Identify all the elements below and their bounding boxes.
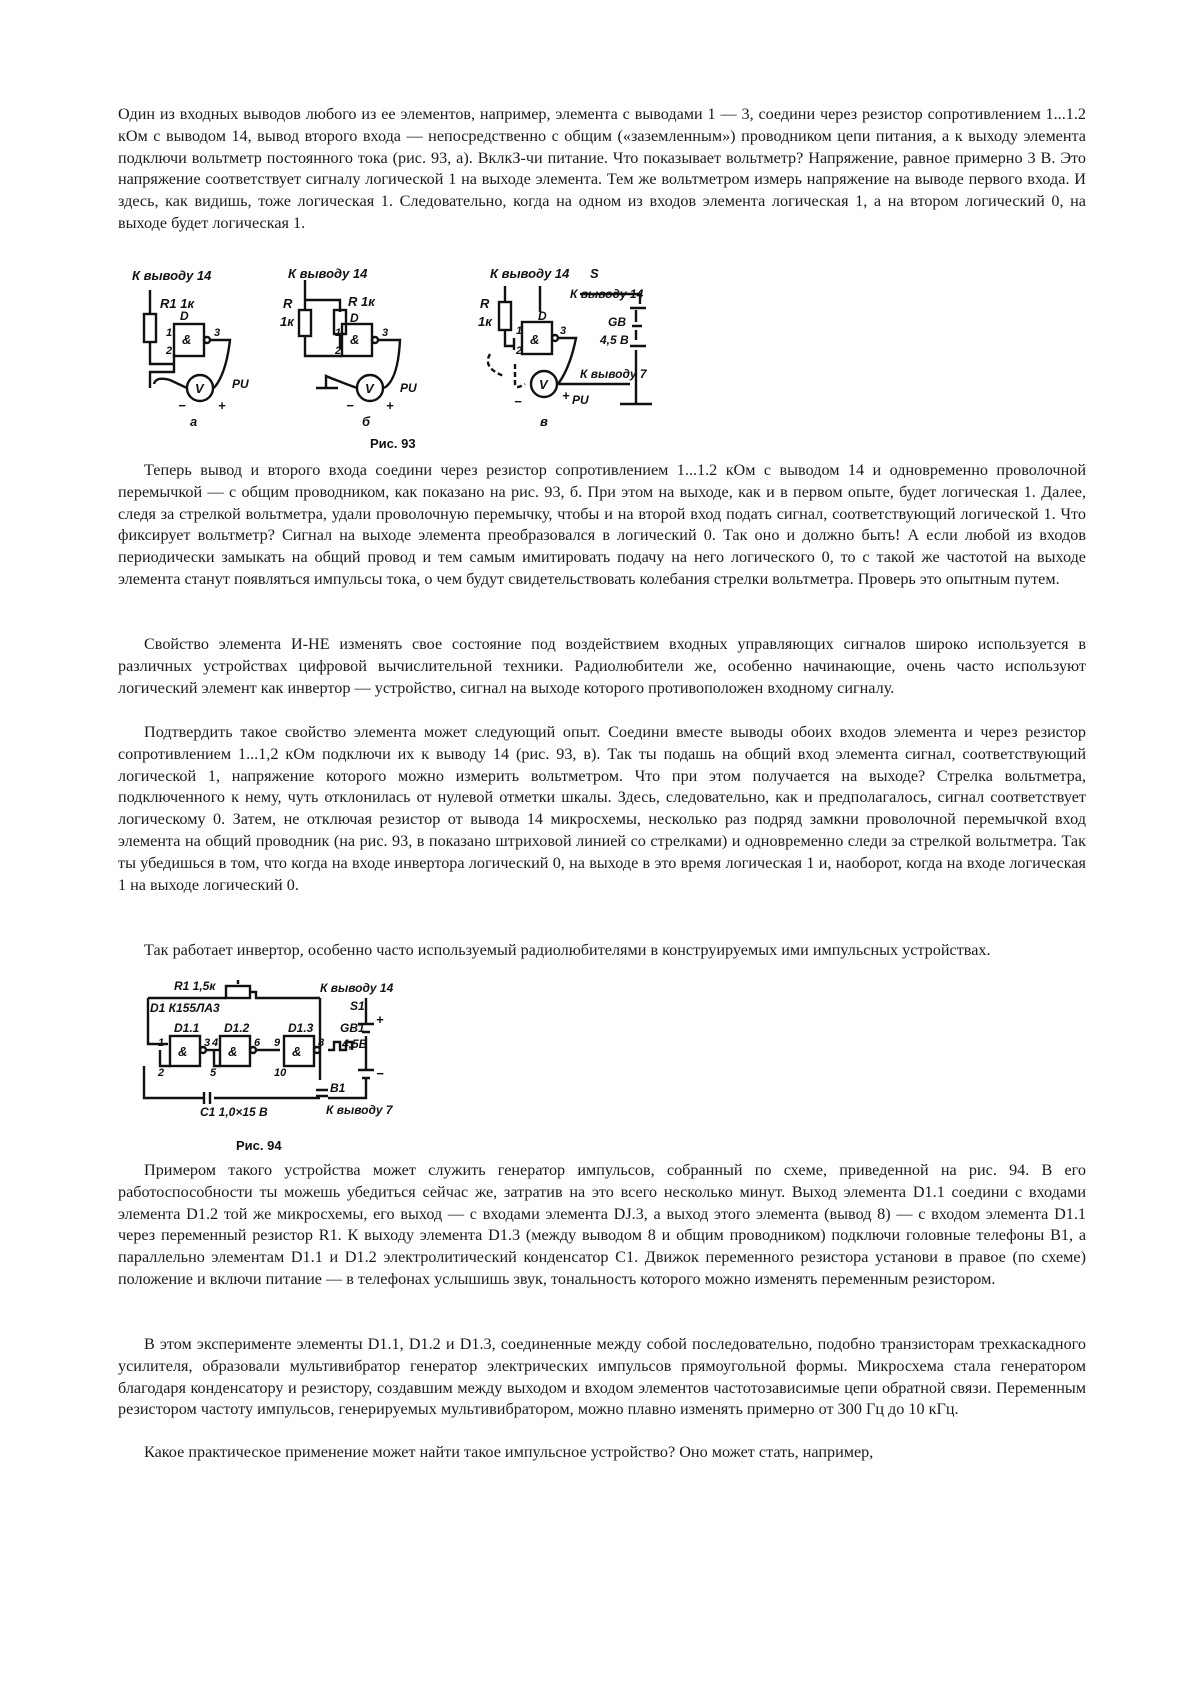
fig93c-pin2: 2	[516, 345, 523, 357]
fig94-and-symbol-2: &	[228, 1044, 238, 1059]
fig94-pin-4: 4	[212, 1037, 219, 1049]
fig93c-lead3-label: К выводу 7	[580, 367, 647, 381]
fig93c-pin1: 1	[516, 325, 523, 337]
figure-94	[130, 980, 430, 1160]
fig94-pin-1: 1	[158, 1037, 165, 1049]
fig93a-pu-label: PU	[232, 377, 249, 391]
fig93a-element-label: D	[180, 309, 189, 323]
figure-94-caption: Рис. 94	[236, 1138, 282, 1153]
fig94-and-symbol-3: &	[292, 1044, 302, 1059]
fig93c-pu-label: PU	[572, 393, 589, 407]
fig93b-pin3: 3	[382, 327, 389, 339]
figure-93-diagram	[130, 264, 690, 454]
fig94-d13-label: D1.3	[288, 1021, 314, 1035]
fig94-pin-2: 2	[158, 1067, 165, 1079]
fig94-pin-8: 8	[318, 1037, 325, 1049]
fig93b-pin1: 1	[335, 327, 342, 339]
figure-94-diagram	[130, 980, 430, 1160]
fig93c-battery-value: 4,5 В	[600, 333, 629, 347]
fig93b-lead-label: К выводу 14	[288, 266, 368, 281]
fig93b-and-symbol: &	[350, 332, 360, 347]
fig93a-minus: −	[178, 398, 186, 413]
paragraph-5: Так работает инвертор, особенно часто используемый радиолюбителями в конструируемых ими импульсных устройствах.	[144, 941, 991, 959]
fig93c-label: в	[540, 414, 548, 429]
fig94-r1-label: R1 1,5к	[174, 980, 216, 993]
fig93c-element-label: D	[538, 309, 547, 323]
fig94-chip-label: D1 К155ЛА3	[150, 1001, 220, 1015]
fig93c-voltmeter-symbol: V	[539, 377, 548, 392]
fig93b-plus: +	[386, 398, 394, 413]
fig94-pin-9: 9	[274, 1037, 281, 1049]
paragraph-3: Свойство элемента И-НЕ изменять свое состояние под воздействием входных управляющих сигналов широко используется в различных устройствах цифровой вычислительной техники. Радиолюбители же, особенно начинающие, очень часто используют логический элемент как инвертор — устройство, сигнал на выходе которого противоположен входному сигналу.	[118, 635, 1086, 697]
fig93a-voltmeter-symbol: V	[195, 381, 204, 396]
fig94-d12-label: D1.2	[224, 1021, 250, 1035]
paragraph-6: Примером такого устройства может служить генератор импульсов, собранный по схеме, приведенной на рис. 94. В его работоспособности ты можешь убедиться сейчас же, затратив на это всего несколько минут. Выход элемента D1.1 соедини с входами элемента D1.2 той же микросхемы, его выход — с входами элемента DJ.3, а выход этого элемента (вывод 8) — с входом элемента D1.1 через переменный резистор R1. К выходу элемента D1.3 (между выводом 8 и общим проводником) подключи головные телефоны B1, а параллельно элементам D1.1 и D1.2 электролитический конденсатор С1. Движок переменного резистора установи в правое (по схеме) положение и включи питание — в телефонах услышишь звук, тональность которого можно изменять переменным резистором.	[118, 1161, 1086, 1288]
fig93b-voltmeter-symbol: V	[365, 381, 374, 396]
fig94-lead7-label: К выводу 7	[326, 1103, 393, 1117]
fig93b-left-resistor-label: R	[283, 296, 293, 311]
fig93b-label: б	[362, 414, 371, 429]
fig94-c1-label: C1 1,0×15 В	[200, 1105, 268, 1119]
fig93c-resistor-value: 1к	[478, 314, 492, 329]
fig93a-pin2: 2	[166, 345, 173, 357]
fig93a-plus: +	[218, 398, 226, 413]
figure-93-caption: Рис. 93	[370, 436, 416, 451]
fig93c-battery-label: GB	[608, 315, 626, 329]
fig93c-lead2-label: К выводу 14	[570, 287, 644, 301]
paragraph-8: Какое практическое применение может найти такое импульсное устройство? Оно может стать, например,	[144, 1443, 874, 1461]
paragraph-2: Теперь вывод и второго входа соедини через резистор сопротивлением 1...1.2 кОм с выводом 14 и одновременно проволочной перемычкой — с общим проводником, как показано на рис. 93, б. При этом на выходе, как и в первом опыте, будет логическая 1. Далее, следя за стрелкой вольтметра, удали проволочную перемычку, чтобы и на второй вход подать сигнал, соответствующий логической 1. Что фиксирует вольтметр? Сигнал на выходе элемента преобразовался в логический 0. Так оно и должно быть! А если любой из входов периодически замыкать на общий провод и тем самым имитировать подачу на него логического 0, то с такой же частотой на выходе элемента станут появляться импульсы тока, о чем будут свидетельствовать колебания стрелки вольтметра. Проверь это опытным путем.	[118, 461, 1086, 588]
fig93b-minus: −	[346, 398, 354, 413]
fig93b-element-label: D	[350, 311, 359, 325]
fig93c-plus: +	[562, 388, 570, 403]
fig94-gb1-value: 4,5В	[342, 1037, 368, 1051]
fig93c-switch-label: S	[590, 266, 599, 281]
fig94-gb1-label: GB1	[340, 1021, 365, 1035]
fig94-pin-10: 10	[274, 1067, 287, 1079]
fig94-pin-5: 5	[210, 1067, 217, 1079]
fig93c-resistor-label: R	[480, 296, 490, 311]
fig93b-left-resistor-value: 1к	[280, 314, 294, 329]
fig94-s1-label: S1	[350, 999, 365, 1013]
fig93a-pin3: 3	[214, 327, 221, 339]
fig94-pin-3: 3	[204, 1037, 211, 1049]
fig93a-label: а	[190, 414, 198, 429]
fig93a-lead-label: К выводу 14	[132, 268, 212, 283]
fig93c-minus: −	[514, 394, 522, 409]
paragraph-4: Подтвердить такое свойство элемента может следующий опыт. Соедини вместе выводы обоих входов элемента и через резистор сопротивлением 1...1,2 кОм подключи их к выводу 14 (рис. 93, в). Так ты подашь на общий вход элемента сигнал, соответствующий логической 1, напряжение которого можно измерить вольтметром. Что при этом получается на выходе? Стрелка вольтметра, подключенного к нему, чуть отклонилась от нулевой отметки шкалы. Здесь, следовательно, как и предполагалось, сигнал соответствует логическому 0. Затем, не отключая резистор от вывода 14 микросхемы, несколько раз подряд замкни проволочной перемычкой вход элемента на общий проводник (на рис. 93, в показано штриховой линией со стрелками) и одновременно следи за стрелкой вольтметра. Так ты убедишься в том, что когда на входе инвертора логический 0, на выходе в это время логическая 1 и, наоборот, когда на входе логическая 1 на выходе логический 0.	[118, 723, 1086, 894]
fig94-lead14-label: К выводу 14	[320, 981, 394, 995]
fig93a-pin1: 1	[166, 327, 173, 339]
fig94-and-symbol-1: &	[178, 1044, 188, 1059]
fig94-d11-label: D1.1	[174, 1021, 200, 1035]
fig93b-pin2: 2	[335, 345, 342, 357]
fig93c-lead-label: К выводу 14	[490, 266, 570, 281]
fig93b-pu-label: PU	[400, 381, 417, 395]
fig93c-pin3: 3	[560, 325, 567, 337]
fig94-pin-6: 6	[254, 1037, 261, 1049]
fig93a-resistor-label: R1 1к	[160, 296, 195, 311]
fig94-minus: −	[376, 1066, 384, 1081]
paragraph-7: В этом эксперименте элементы D1.1, D1.2 и D1.3, соединенные между собой последовательно, подобно транзисторам трехкаскадного усилителя, образовали мультивибратор генератор электрических импульсов прямоугольной формы. Микросхема стала генератором благодаря конденсатору и резистору, создавшим между выходом и входом элементов частотозависимые цепи обратной связи. Переменным резистором частоту импульсов, генерируемых мультивибратором, можно плавно изменять примерно от 300 Гц до 10 кГц.	[118, 1335, 1086, 1419]
paragraph-1: Один из входных выводов любого из ее элементов, например, элемента с выводами 1 — 3, соедини через резистор сопротивлением 1...1.2 кОм с выводом 14, вывод второго входа — непосредственно с общим («заземленным») проводником цепи питания, а к выходу элемента подключи вольтметр постоянного тока (рис. 93, а). ВклкЗ-чи питание. Что показывает вольтметр? Напряжение, равное примерно 3 В. Это напряжение соответствует сигналу логической 1 на выходе элемента. Тем же вольтметром измерь напряжение на выводе первого входа. И здесь, как видишь, тоже логическая 1. Следовательно, когда на одном из входов элемента логическая 1, а на втором логический 0, на выходе будет логическая 1.	[118, 105, 1086, 232]
fig94-plus: +	[376, 1012, 384, 1027]
fig93c-and-symbol: &	[530, 332, 540, 347]
fig94-b1-label: B1	[330, 1081, 346, 1095]
figure-93	[130, 264, 690, 454]
fig93b-right-resistor-label: R 1к	[348, 294, 375, 309]
fig93a-and-symbol: &	[182, 332, 192, 347]
